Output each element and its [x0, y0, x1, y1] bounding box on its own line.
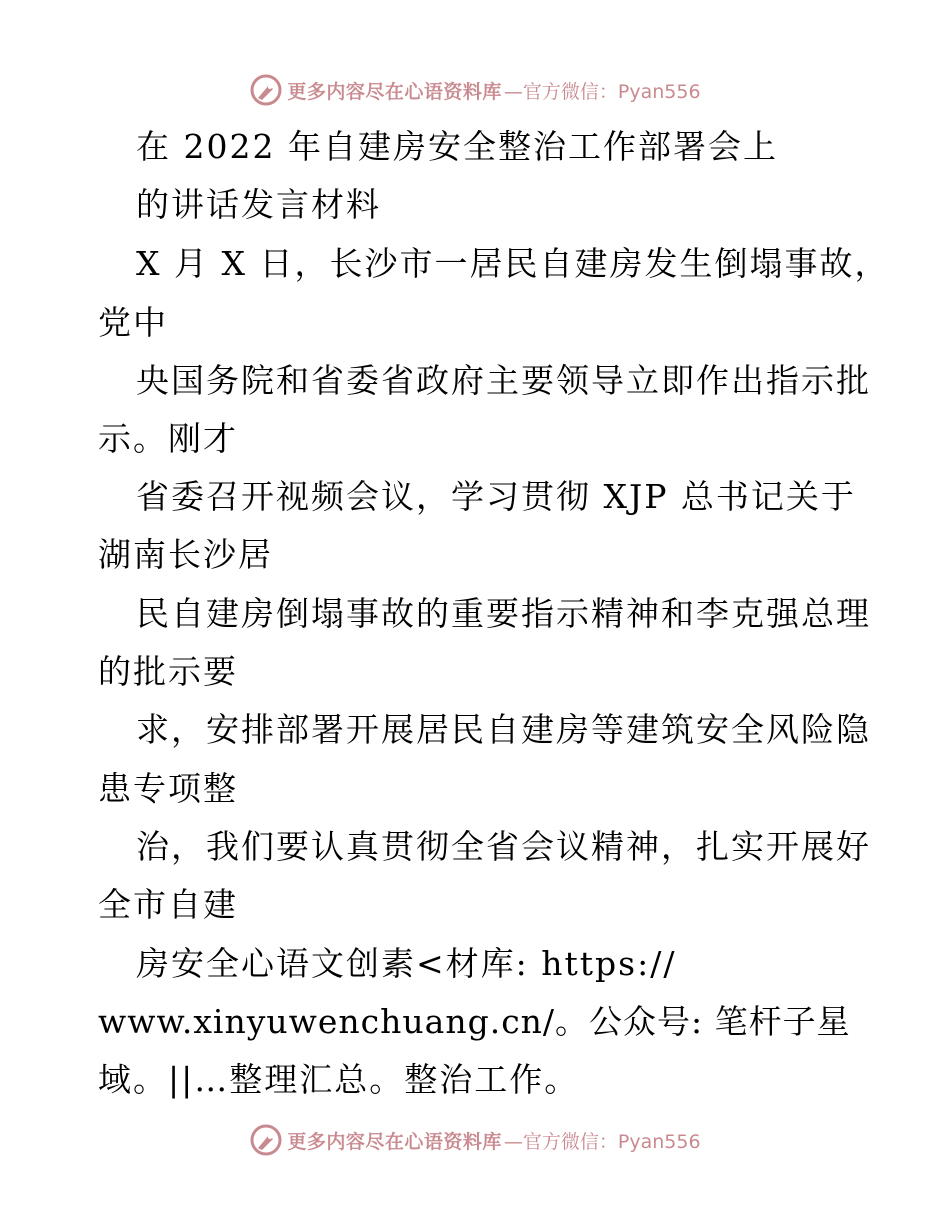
banner-title: 更多内容尽在心语资料库 [287, 80, 502, 103]
body-text-line: 央国务院和省委省政府主要领导立即作出指示批 [136, 361, 871, 400]
body-text-line: 全市自建 [98, 885, 238, 924]
body-text-line: www.xinyuwenchuang.cn/。公众号: 笔杆子星 [98, 1002, 851, 1041]
body-text-line: 党中 [98, 303, 168, 342]
banner-title: 更多内容尽在心语资料库 [287, 1130, 502, 1153]
body-text-line: 民自建房倒塌事故的重要指示精神和李克强总理 [136, 594, 871, 633]
body-text-line: 省委召开视频会议，学习贯彻 XJP 总书记关于 [136, 477, 856, 516]
body-text-line: 治，我们要认真贯彻全省会议精神，扎实开展好 [136, 827, 871, 866]
body-text-line: 域。||…整理汇总。整治工作。 [98, 1060, 580, 1099]
body-text-line: 求，安排部署开展居民自建房等建筑安全风险隐 [136, 710, 871, 749]
banner-wechat: —官方微信：Pyan556 [503, 80, 701, 103]
body-text-line: X 月 X 日，长沙市一居民自建房发生倒塌事故， [136, 244, 890, 283]
pen-nib-logo-icon [249, 1123, 283, 1157]
body-text-line: 的批示要 [98, 652, 238, 691]
pen-nib-logo-icon [249, 73, 283, 107]
document-title-line-2: 的讲话发言材料 [136, 185, 381, 224]
body-text-line: 房安全心语文创素<材库: https:// [136, 944, 677, 983]
footer-watermark-banner [0, 1120, 950, 1160]
document-title-line-1: 在 2022 年自建房安全整治工作部署会上 [136, 127, 778, 166]
body-text-line: 患专项整 [98, 769, 238, 808]
header-watermark-banner [0, 70, 950, 110]
banner-wechat: —官方微信：Pyan556 [503, 1130, 701, 1153]
body-text-line: 示。刚才 [98, 419, 238, 458]
body-text-line: 湖南长沙居 [98, 535, 273, 574]
